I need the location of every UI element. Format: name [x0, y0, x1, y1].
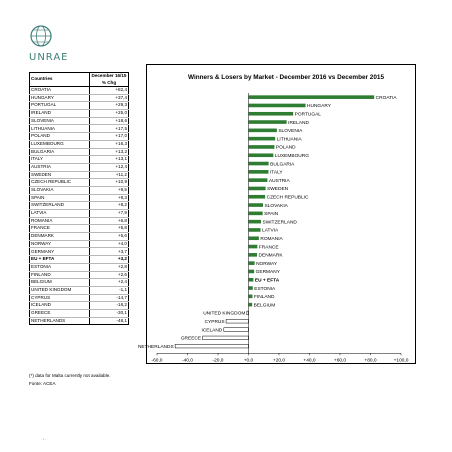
country-name-cell: PORTUGAL [30, 102, 90, 110]
table-row [30, 248, 129, 256]
bar-label: AUSTRIA [268, 178, 290, 184]
bar-label: ROMANIA [260, 236, 283, 242]
change-value-cell: -30,1 [90, 309, 129, 317]
chart-title: Winners & Losers by Market - December 2016 vs December 2015 [187, 74, 385, 81]
bar-lithuania [249, 137, 276, 141]
table-row [30, 263, 129, 271]
country-name-cell: NETHERLANDS [30, 317, 90, 325]
header-value-line2: % Chg [101, 79, 117, 85]
change-value-cell: +2,6 [90, 271, 129, 279]
x-tick-label: -60,0 [151, 358, 163, 364]
change-value-cell: -1,1 [90, 286, 129, 294]
country-name-cell: BELGIUM [30, 279, 90, 287]
change-value-cell: +9,5 [90, 186, 129, 194]
table-row [30, 210, 129, 218]
bar-label: ESTONIA [254, 286, 276, 292]
country-name-cell: UNITED KINGDOM [30, 286, 90, 294]
bar-cyprus [226, 319, 248, 323]
country-name-cell: SWITZERLAND [30, 202, 90, 210]
x-tick-label: +20,0 [272, 358, 286, 364]
bar-italy [249, 170, 269, 174]
bar-label: BULGARIA [270, 162, 295, 168]
page-number: - 1 - [41, 437, 47, 441]
table-row [30, 233, 129, 241]
bar-label: GERMANY [255, 270, 280, 276]
footnote-source: Fonte: ACEA [29, 381, 56, 386]
table-row [30, 110, 129, 118]
country-name-cell: DENMARK [30, 233, 90, 241]
table-row [30, 186, 129, 194]
change-value-cell: +37,4 [90, 94, 129, 102]
bar-germany [249, 270, 255, 274]
bar-sweden [249, 187, 266, 191]
country-name-cell: ITALY [30, 156, 90, 164]
bar-label: FRANCE [258, 245, 279, 251]
bar-spain [249, 212, 263, 216]
winners-losers-chart [137, 65, 415, 364]
table-row [30, 225, 129, 233]
bar-poland [249, 145, 275, 149]
country-name-cell: SLOVENIA [30, 117, 90, 125]
bar-label: EU + EFTA [254, 278, 280, 284]
bar-label: SLOVAKIA [264, 203, 288, 209]
country-name-cell: LATVIA [30, 210, 90, 218]
bar-label: ICELAND [201, 328, 223, 334]
bar-slovakia [249, 203, 263, 207]
country-name-cell: ESTONIA [30, 263, 90, 271]
country-name-cell: SLOVAKIA [30, 186, 90, 194]
globe-logo-icon [29, 22, 65, 52]
table-row [30, 133, 129, 141]
country-name-cell: GERMANY [30, 248, 90, 256]
bar-label: SPAIN [264, 212, 279, 218]
country-name-cell: POLAND [30, 133, 90, 141]
change-value-cell: +7,9 [90, 210, 129, 218]
bar-united-kingdom [247, 311, 249, 315]
change-value-cell: +12,4 [90, 163, 129, 171]
bar-label: POLAND [275, 145, 296, 151]
x-tick-label: +0,0 [243, 358, 254, 364]
change-value-cell: +25,0 [90, 110, 129, 118]
country-name-cell: GREECE [30, 309, 90, 317]
x-tick-label: +80,0 [364, 358, 377, 364]
chart-frame [137, 64, 416, 364]
table-row [30, 317, 129, 325]
table-row [30, 194, 129, 202]
table-row [30, 171, 129, 179]
country-name-cell: CZECH REPUBLIC [30, 179, 90, 187]
table-body [30, 87, 129, 325]
country-name-cell: ROMANIA [30, 217, 90, 225]
bar-label: FINLAND [253, 295, 275, 301]
x-tick-label: -20,0 [212, 358, 224, 364]
change-value-cell: +18,6 [90, 117, 129, 125]
table-row [30, 140, 129, 148]
bar-netherlands [175, 344, 248, 348]
country-name-cell: FRANCE [30, 225, 90, 233]
country-name-cell: SPAIN [30, 194, 90, 202]
x-tick-label: +100,0 [393, 358, 409, 364]
table-header-row [30, 73, 129, 87]
change-value-cell: +6,8 [90, 217, 129, 225]
bar-label: IRELAND [288, 120, 309, 126]
change-value-cell: +9,3 [90, 194, 129, 202]
bar-label: HUNGARY [307, 104, 331, 110]
change-value-cell: -48,1 [90, 317, 129, 325]
country-name-cell: AUSTRIA [30, 163, 90, 171]
x-tick-label: -40,0 [182, 358, 193, 364]
header-value [90, 73, 129, 87]
change-value-cell: +29,3 [90, 102, 129, 110]
bar-hungary [249, 104, 306, 108]
bar-label: CYPRUS [204, 319, 225, 325]
bar-label: SLOVENIA [278, 129, 303, 135]
bar-switzerland [249, 220, 262, 224]
country-name-cell: LUXEMBOURG [30, 140, 90, 148]
bar-portugal [249, 112, 294, 116]
table-row [30, 202, 129, 210]
bar-label: SWITZERLAND [262, 220, 297, 226]
table-row [30, 148, 129, 156]
bar-label: CZECH REPUBLIC [266, 195, 309, 201]
change-value-cell: +82,4 [90, 87, 129, 95]
bar-austria [249, 178, 268, 182]
bar-label: SWEDEN [267, 187, 289, 193]
bar-eu-efta [249, 278, 254, 282]
x-tick-label: +60,0 [333, 358, 347, 364]
country-name-cell: CROATIA [30, 87, 90, 95]
change-value-cell: +2,8 [90, 263, 129, 271]
bar-iceland [224, 328, 249, 332]
country-change-table [29, 72, 129, 325]
change-value-cell: +4,0 [90, 240, 129, 248]
bar-croatia [249, 95, 375, 99]
bar-slovenia [249, 129, 277, 133]
country-name-cell: LITHUANIA [30, 125, 90, 133]
change-value-cell: +13,1 [90, 156, 129, 164]
bar-label: UNITED KINGDOM [203, 311, 246, 317]
country-name-cell: FINLAND [30, 271, 90, 279]
table-row [30, 179, 129, 187]
bar-bulgaria [249, 162, 269, 166]
change-value-cell: +17,5 [90, 125, 129, 133]
change-value-cell: +3,2 [90, 256, 129, 264]
country-name-cell: EU + EFTA [30, 256, 90, 264]
table-row [30, 256, 129, 264]
bar-label: LITHUANIA [276, 137, 302, 143]
change-value-cell: -14,7 [90, 294, 129, 302]
bar-luxembourg [249, 153, 274, 157]
bar-label: CROATIA [375, 95, 397, 101]
change-value-cell: +13,2 [90, 148, 129, 156]
brand-name: UNRAE [29, 52, 69, 63]
country-name-cell: HUNGARY [30, 94, 90, 102]
change-value-cell: -16,2 [90, 302, 129, 310]
table-row [30, 302, 129, 310]
table-row [30, 117, 129, 125]
bar-finland [249, 295, 253, 299]
change-value-cell: +5,8 [90, 225, 129, 233]
header-country: Countries [30, 73, 90, 87]
change-value-cell: +3,7 [90, 248, 129, 256]
bar-label: ITALY [269, 170, 283, 176]
table-row [30, 279, 129, 287]
x-tick-label: +40,0 [303, 358, 316, 364]
country-name-cell: NORWAY [30, 240, 90, 248]
bar-romania [249, 236, 259, 240]
table-row [30, 309, 129, 317]
bar-ireland [249, 120, 287, 124]
change-value-cell: +2,4 [90, 279, 129, 287]
table-row [30, 163, 129, 171]
footnote-malta: (*) data for Malta currently not available. [29, 373, 111, 378]
change-value-cell: +16,3 [90, 140, 129, 148]
bar-label: BELGIUM [253, 303, 276, 309]
table-row [30, 294, 129, 302]
bar-label: LATVIA [262, 228, 279, 234]
table-row [30, 156, 129, 164]
change-value-cell: +5,6 [90, 233, 129, 241]
bar-norway [249, 261, 255, 265]
country-name-cell: IRELAND [30, 110, 90, 118]
bar-greece [203, 336, 249, 340]
table-row [30, 217, 129, 225]
table-row [30, 87, 129, 95]
table-row [30, 271, 129, 279]
bar-estonia [249, 286, 253, 290]
bar-group [138, 95, 397, 350]
bar-label: NORWAY [256, 261, 278, 267]
country-name-cell: ICELAND [30, 302, 90, 310]
table-row [30, 286, 129, 294]
bar-latvia [249, 228, 261, 232]
bar-denmark [249, 253, 258, 257]
change-value-cell: +17,0 [90, 133, 129, 141]
change-value-cell: +11,2 [90, 171, 129, 179]
table-row [30, 240, 129, 248]
change-value-cell: +10,9 [90, 179, 129, 187]
header-value-line1: December 16/15 [91, 73, 127, 78]
bar-label: LUXEMBOURG [274, 153, 309, 159]
bar-label: PORTUGAL [294, 112, 321, 118]
table-row [30, 102, 129, 110]
bar-czech-republic [249, 195, 266, 199]
table-row [30, 94, 129, 102]
country-name-cell: BULGARIA [30, 148, 90, 156]
bar-label: NETHERLANDS [137, 344, 174, 350]
country-name-cell: CYPRUS [30, 294, 90, 302]
bar-france [249, 245, 258, 249]
table-row [30, 125, 129, 133]
change-value-cell: +8,2 [90, 202, 129, 210]
bar-belgium [249, 303, 253, 307]
bar-label: DENMARK [258, 253, 283, 259]
bar-label: GREECE [180, 336, 202, 342]
country-name-cell: SWEDEN [30, 171, 90, 179]
